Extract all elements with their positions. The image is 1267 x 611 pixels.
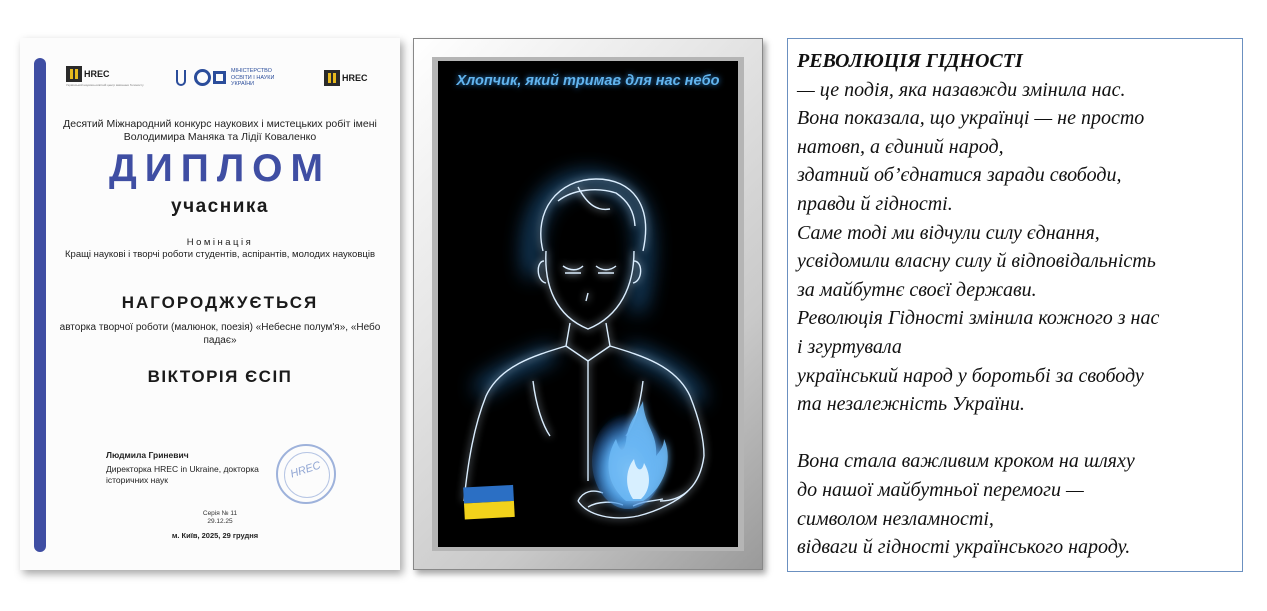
hrec-logo-subtitle: Український науково-освітній центр вивчення Голокосту (66, 83, 144, 87)
hrec-logo-left (66, 66, 144, 87)
hrec-logo-text: HREC (342, 73, 368, 83)
figure-outline (464, 179, 704, 518)
poem-line: до нашої майбутньої перемоги — (797, 478, 1084, 501)
diploma-accent-bar (34, 58, 46, 552)
issue-date: 29.12.25 (207, 518, 233, 525)
diploma-logo-row (64, 62, 376, 94)
poem-line: за майбутнє своєї держави. (797, 278, 1037, 301)
nomination-label: Номінація (186, 237, 254, 248)
signer-name: Людмила Гриневич (106, 450, 189, 460)
ministry-name: МІНІСТЕРСТВО ОСВІТИ І НАУКИ УКРАЇНИ (231, 68, 275, 87)
diploma-title: ДИПЛОМ (108, 147, 332, 190)
armband-blue (463, 485, 514, 504)
poem-line: здатний об’єднатися заради свободи, (797, 164, 1122, 187)
poem-line: Вона показала, що українці — не просто (797, 107, 1145, 130)
poem-line: — це подія, яка назавжди змінила нас. (797, 78, 1126, 101)
artwork-drawing (438, 61, 738, 547)
poem-line: та незалежність України. (797, 393, 1025, 416)
poem-line: і згуртувала (797, 335, 902, 358)
contest-title: Десятий Міжнародний конкурс наукових і мистецьких робіт імені Володимира Маняка та Лідії Коваленко (63, 118, 377, 143)
diploma-certificate (20, 38, 400, 570)
poem-line: український народ у боротьбі за свободу (797, 364, 1144, 387)
awarded-description: авторка творчої роботи (малюнок, поезія) «Небесне полум'я», «Небо падає» (59, 322, 381, 346)
ministry-logo (176, 68, 285, 88)
poem-line: Революція Гідності змінила кожного з нас (797, 307, 1160, 330)
hrec-logo-right (324, 70, 368, 86)
ministry-circle-icon (194, 69, 211, 86)
poem-line: Вона стала важливим кроком на шляху (797, 450, 1135, 473)
poem-title: РЕВОЛЮЦІЯ ГІДНОСТІ (797, 50, 1023, 72)
nomination-text: Кращі наукові і творчі роботи студентів, аспірантів, молодих науковців (65, 249, 375, 260)
blue-flame (592, 401, 668, 509)
artwork-image (438, 61, 738, 547)
poem-text-box (787, 38, 1243, 572)
poem-line: правди й гідності. (797, 192, 953, 215)
ukrainian-armband (463, 485, 515, 520)
trident-icon (176, 70, 186, 86)
poem-line: усвідомили власну силу й відповідальність (797, 250, 1156, 273)
series-number: Серія № 11 (202, 510, 238, 517)
official-stamp (276, 444, 336, 504)
picture-frame (413, 38, 763, 570)
poem-line: Саме тоді ми відчули силу єднання, (797, 221, 1100, 244)
poem-line: натовп, а єдиний народ, (797, 135, 1004, 158)
hrec-logo-icon (66, 66, 82, 82)
armband-yellow (464, 501, 515, 520)
place-date: м. Київ, 2025, 29 грудня (171, 531, 259, 540)
frame-mat (432, 57, 744, 551)
awarded-heading: НАГОРОДЖУЄТЬСЯ (121, 293, 319, 312)
diploma-subtitle: учасника (171, 196, 269, 217)
ministry-square-icon (213, 71, 226, 84)
poem-blank-line (797, 419, 1242, 448)
poem-line: відваги й гідності українського народу. (797, 536, 1131, 559)
artwork-title: Хлопчик, який тримав для нас небо (456, 73, 720, 89)
signer-block (106, 450, 296, 486)
series-block (190, 510, 250, 526)
poem-line: символом незламності, (797, 507, 994, 530)
hrec-logo-text: HREC (84, 69, 110, 79)
hrec-logo-icon (324, 70, 340, 86)
signer-position: Директорка HREC in Ukraine, докторка історичних наук (106, 464, 259, 485)
winner-name: ВІКТОРІЯ ЄСІП (147, 367, 293, 386)
